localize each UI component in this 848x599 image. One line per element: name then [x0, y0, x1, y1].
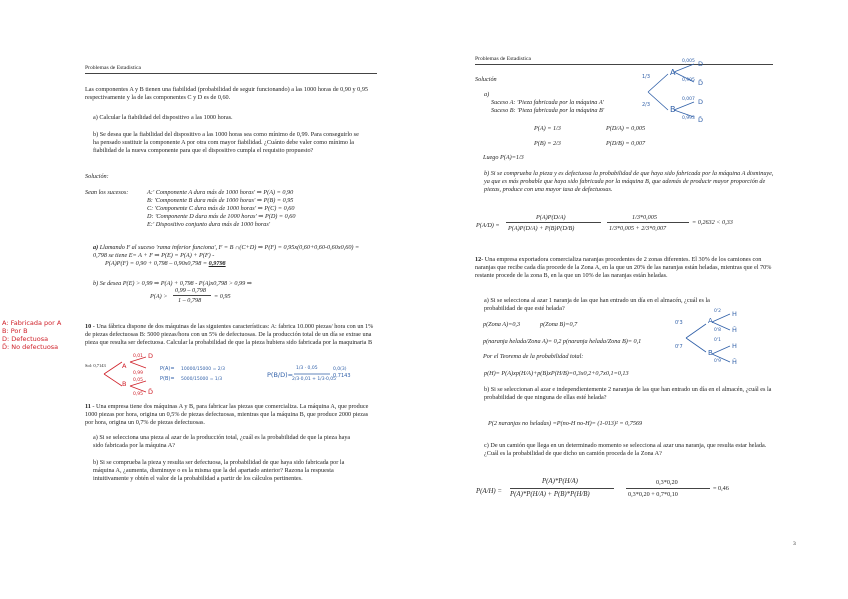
note-legend-nd: D̄: No defectuosa [2, 343, 59, 351]
header-rule [475, 64, 773, 65]
header-rule [85, 73, 377, 74]
prob-zone-a: p(Zona A)=0,3 [483, 321, 521, 328]
note-legend-d: D: Defectuosa [2, 335, 49, 343]
problem-11 [85, 403, 377, 427]
page-header: Problemas de Estadistica [475, 56, 531, 62]
prob-frozen: p(naranja helada/Zona A)= 0,2 p(naranja helada/Zona B)= 0,1 [483, 338, 642, 345]
note-z09: 0'9 [714, 359, 721, 364]
conditional-numerator-values: 0,3*0,20 [656, 479, 678, 486]
prob-zone-b: p(Zona B)=0,7 [540, 321, 578, 328]
solution-b-fraction-bar [173, 295, 211, 296]
bayes-values-bar [607, 222, 689, 223]
note-pa-label: P(A)= [160, 366, 175, 372]
note-val1: 0,0(3) [333, 367, 347, 372]
solution-b-denominator: 1 – 0,798 [178, 297, 202, 304]
note-tree-d: D [148, 352, 154, 360]
problem-9-intro: Las componentes A y B tienen una fiabilidad (probabilidad de seguir funcionando) a las 1000 horas de 0,90 y 0,95 respectivamente y la de las componentes C y D es de 0,60. [85, 86, 369, 101]
conclusion-a: Luego P(A)=1/3 [483, 154, 524, 161]
conditional-lhs: P(A/H) = [476, 488, 502, 495]
problem-9-part-a: a) Calcular la fiabilidad del dispositivo a las 1000 horas. [93, 114, 233, 121]
note-pbd-label: P(B/D)= [267, 371, 294, 379]
solution-a-text: Llamando F al suceso 'rama inferior funciona', F = B ∩(C+D) ⇒ P(F) = 0,95x(0,60+0,60-0,60x0,60) = 0,798 se tiene E= A + F ⇒ P(E) = P(A) + P(F) - [93, 244, 360, 259]
note-tD1: D [698, 60, 704, 68]
solution-a-line1: a) Llamando F al suceso 'rama inferior funciona', F = B ∩(C+D) ⇒ P(F) = 0,95x(0,60+0,60-0,60x0,60) = 0,798 se tiene E= A + F ⇒ P(E) = P(A) + P(F) - [93, 244, 360, 259]
note-branch-099: 0,99 [133, 371, 144, 376]
event-a: A:' Componente A dura más de 1000 horas' ⇒ P(A) = 0,90 [147, 189, 294, 196]
note-branch-001: 0,01 [133, 354, 144, 359]
note-z01: 0'1 [714, 338, 721, 343]
prob-two-not-frozen: P(2 naranjas no heladas) =P(no-H no-H)= (1-013)² = 0,7569 [488, 420, 643, 427]
note-t13: 1/3 [642, 74, 651, 80]
note-zNH2: H̄ [732, 358, 737, 366]
event-a: Suceso A: 'Pieza fabricada por la máquina A' [491, 99, 604, 106]
solution-label: Solución [475, 76, 497, 83]
problem-12-part-a: a) Si se selecciona al azar 1 naranja de las que han entrado un día en el almacén, ¿cuál es la probabilidad de que esté helada? [484, 297, 710, 312]
problem-12-text: - Una empresa exportadora comercializa naranjas procedentes de 2 zonas diferentes. El 30% de los camiones con naranjas que recibe cada día procede de la Zona A, en la que un 20% de las naranjas están heladas, mientras que el 70% restante procede de la zona B, en la que un 10% de las naranjas están heladas. [475, 256, 772, 279]
problem-12-part-c: c) De un camión que llega en un determinado momento se selecciona al azar una naranja, que resulta estar helada. ¿Cuál es la probabilidad de que dicho un camión proceda de la Zona A? [484, 442, 767, 457]
solution-a-result: 0,9798 [208, 260, 226, 267]
problem-9-part-b: b) Se desea que la fiabilidad del dispositivo a las 1000 horas sea como mínimo de 0,99. Para conseguirlo se ha pensado sustituir la componente A por otra com mayor fiabilidad. ¿Cuánto debe valer como mínimo la fiabilidad de la nueva componente para que el dispositivo cumpla el requisito propuesto? [93, 131, 359, 154]
problem-12-part-b: b) Si se seleccionan al azar e independientemente 2 naranjas de las que han entrado un día en el almacén, ¿cuál es la probabilidad de que ninguna de ellas esté helada? [484, 386, 772, 401]
conditional-denominator: P(A)*P(H/A) + P(B)*P(H/B) [510, 491, 590, 498]
note-branch-095: 0,95 [133, 392, 144, 397]
problem-10-text: - Una fábrica dispone de dos máquinas de las siguientes características: A: fabrica 10.000 piezas/ hora con un 1% de piezas defectuosas B: 5000 piezas/hora con un 5% de defectuosas. De la producción total de un día se extrae una pieza que resulta ser defectuosa. Calcular la probabilidad de que la pieza hubiera sido fabricada por la maquinaria B [85, 323, 374, 346]
note-pb-label: P(B)= [160, 376, 175, 382]
bayes-fraction-bar [506, 222, 601, 223]
conditional-fraction-bar [510, 488, 614, 489]
bayes-lhs: P(A/D) = [476, 222, 500, 229]
event-d: D: 'Componente D dura más de 1000 horas' ⇒ P(D) = 0,60 [147, 213, 296, 220]
note-zH1: H [732, 310, 737, 318]
conditional-result: = 0,46 [713, 485, 729, 492]
note-t0993: 0,993 [682, 116, 695, 121]
note-zB: B [708, 349, 713, 357]
note-legend-b: B: Por B [2, 327, 28, 335]
event-b: Suceso B: 'Pieza fabricada por la máquina B' [491, 107, 605, 114]
problem-11-text: - Una empresa tiene dos máquinas A y B, para fabricar las piezas que comercializa. La máquina A, que produce 1000 piezas por hora, origina un 0,5% de piezas defectuosas, mientras que la máquina B, que produce 2000 piezas por hora, origina un 0,7% de piezas defectuosas. [85, 403, 369, 426]
problem-12 [475, 256, 773, 280]
note-tND1: D̄ [698, 79, 704, 87]
conditional-denominator-values: 0,3*0,20 + 0,7*0,10 [628, 491, 678, 498]
conditional-values-bar [626, 488, 710, 489]
bayes-numerator-values: 1/3*0,005 [632, 214, 657, 221]
part-b-text: b) Si se comprueba la pieza y es defectuosa la probabilidad de que haya sido fabricada por la máquina A disminuye, ya que es más probable que haya sido fabricada por la máquina B, que además de producir mayor proporción de piezas, produce con una mayor tasa de defectuosas. [484, 170, 774, 193]
note-t23: 2/3 [642, 102, 651, 108]
page-header: Problemas de Estadistica [85, 65, 141, 71]
note-t0995: 0,995 [682, 78, 695, 83]
solution-b-line: b) Se desea P(E) > 0,99 ⇒ P(A) + 0,798 - P(A)x0,798 > 0,99 ⇒ [93, 280, 252, 287]
note-pbd-denominator: 2/3·0,01 + 1/3·0,05 [292, 377, 337, 382]
note-pb-value: 5000/15000 = 1/3 [181, 377, 223, 382]
prob-d-given-a: P(D/A) = 0,005 [606, 125, 646, 132]
note-z02: 0'2 [714, 309, 721, 314]
solution-a-line2 [105, 260, 226, 268]
problem-10-number: 10 [85, 323, 92, 330]
note-tree-a: A [122, 362, 127, 370]
events-label: Sean los sucesos: [85, 189, 129, 196]
prob-b: P(B) = 2/3 [534, 140, 561, 147]
problem-11-part-b: b) Si se comprueba la pieza y resulta ser defectuosa, la probabilidad de que haya sido fabricada por la máquina A, ¿aumenta, disminuye o es la misma que la del apartado anterior? Razona la respuesta intuitivamente y obtén el valor de la probabilidad a partir de los cálculos pertinentes. [93, 459, 345, 482]
solution-a-calc: P(A)P(F) = 0,90 + 0,798 – 0,90x0,798 = [105, 260, 209, 267]
problem-11-number: 11 [85, 403, 91, 410]
total-probability-formula: p(H)= P(A)xp(H/A)+p(B)xP(H/B)=0,3x0,2+0,7x0,1=0,13 [484, 370, 629, 377]
note-legend-a: A: Fabricada por A [2, 319, 62, 327]
bayes-denominator: P(A)P(D/A) + P(B)P(D/B) [508, 225, 575, 232]
bayes-numerator: P(A)P(D/A) [536, 214, 566, 221]
prob-a: P(A) = 1/3 [534, 125, 561, 132]
event-e: E:' Dispositivo conjunto dura más de 1000 horas' [147, 221, 271, 228]
solution-b-pa: P(A) > [150, 293, 168, 300]
prob-d-given-b: P(D/B) = 0,007 [606, 140, 646, 147]
problem-11-part-a: a) Si se selecciona una pieza al azar de la producción total, ¿cuál es la probabilidad de que la pieza haya sido fabricada por la máquina A? [93, 434, 351, 449]
note-fraction-bar [294, 373, 330, 375]
solution-b-numerator: 0,99 – 0,798 [175, 287, 206, 294]
solution-b-result: = 0,95 [214, 293, 231, 300]
bayes-denominator-values: 1/3*0,005 + 2/3*0,007 [609, 225, 667, 232]
note-tND2: D̄ [698, 116, 704, 124]
note-tree-11 [640, 62, 712, 118]
page-number: 3 [793, 541, 796, 547]
note-branch-005: 0,05 [133, 378, 144, 383]
note-zH2: H [732, 342, 737, 350]
note-t0007: 0,007 [682, 97, 695, 102]
note-tree-b: B [122, 380, 127, 388]
conditional-numerator: P(A)*P(H/A) [542, 478, 578, 485]
bayes-result: = 0,2632 < 0,33 [692, 219, 733, 226]
note-val2: 0,7143 [333, 373, 351, 379]
note-z03: 0'3 [675, 320, 683, 326]
note-pa-value: 10000/15000 = 2/3 [181, 367, 226, 372]
note-zNH1: H̄ [732, 326, 737, 334]
right-page [424, 0, 848, 599]
note-tB: B [670, 105, 676, 114]
note-t0005: 0,005 [682, 59, 695, 64]
note-tA: A [670, 68, 676, 77]
problem-10-solution: Sol: 0,7143 [85, 363, 106, 368]
note-z07: 0'7 [675, 344, 683, 350]
event-b: B: 'Componente B dura más de 1000 horas' ⇒ P(B) = 0,95 [147, 197, 294, 204]
problem-12-number: 12 [475, 256, 482, 263]
note-z08: 0'8 [714, 328, 721, 333]
event-c: C: 'Componente C dura más de 1000 horas' ⇒ P(C) = 0,60 [147, 205, 295, 212]
solution-label: Solución: [85, 173, 109, 180]
problem-10 [85, 323, 377, 347]
note-tD2: D [698, 98, 704, 106]
part-a-label: a) [484, 91, 490, 98]
note-pbd-numerator: 1/3 · 0,05 [296, 366, 318, 371]
note-tree-nd: D̄ [148, 388, 154, 396]
note-zA: A [708, 317, 713, 325]
total-probability-label: Por el Teorema de la probabilidad total: [483, 353, 584, 360]
